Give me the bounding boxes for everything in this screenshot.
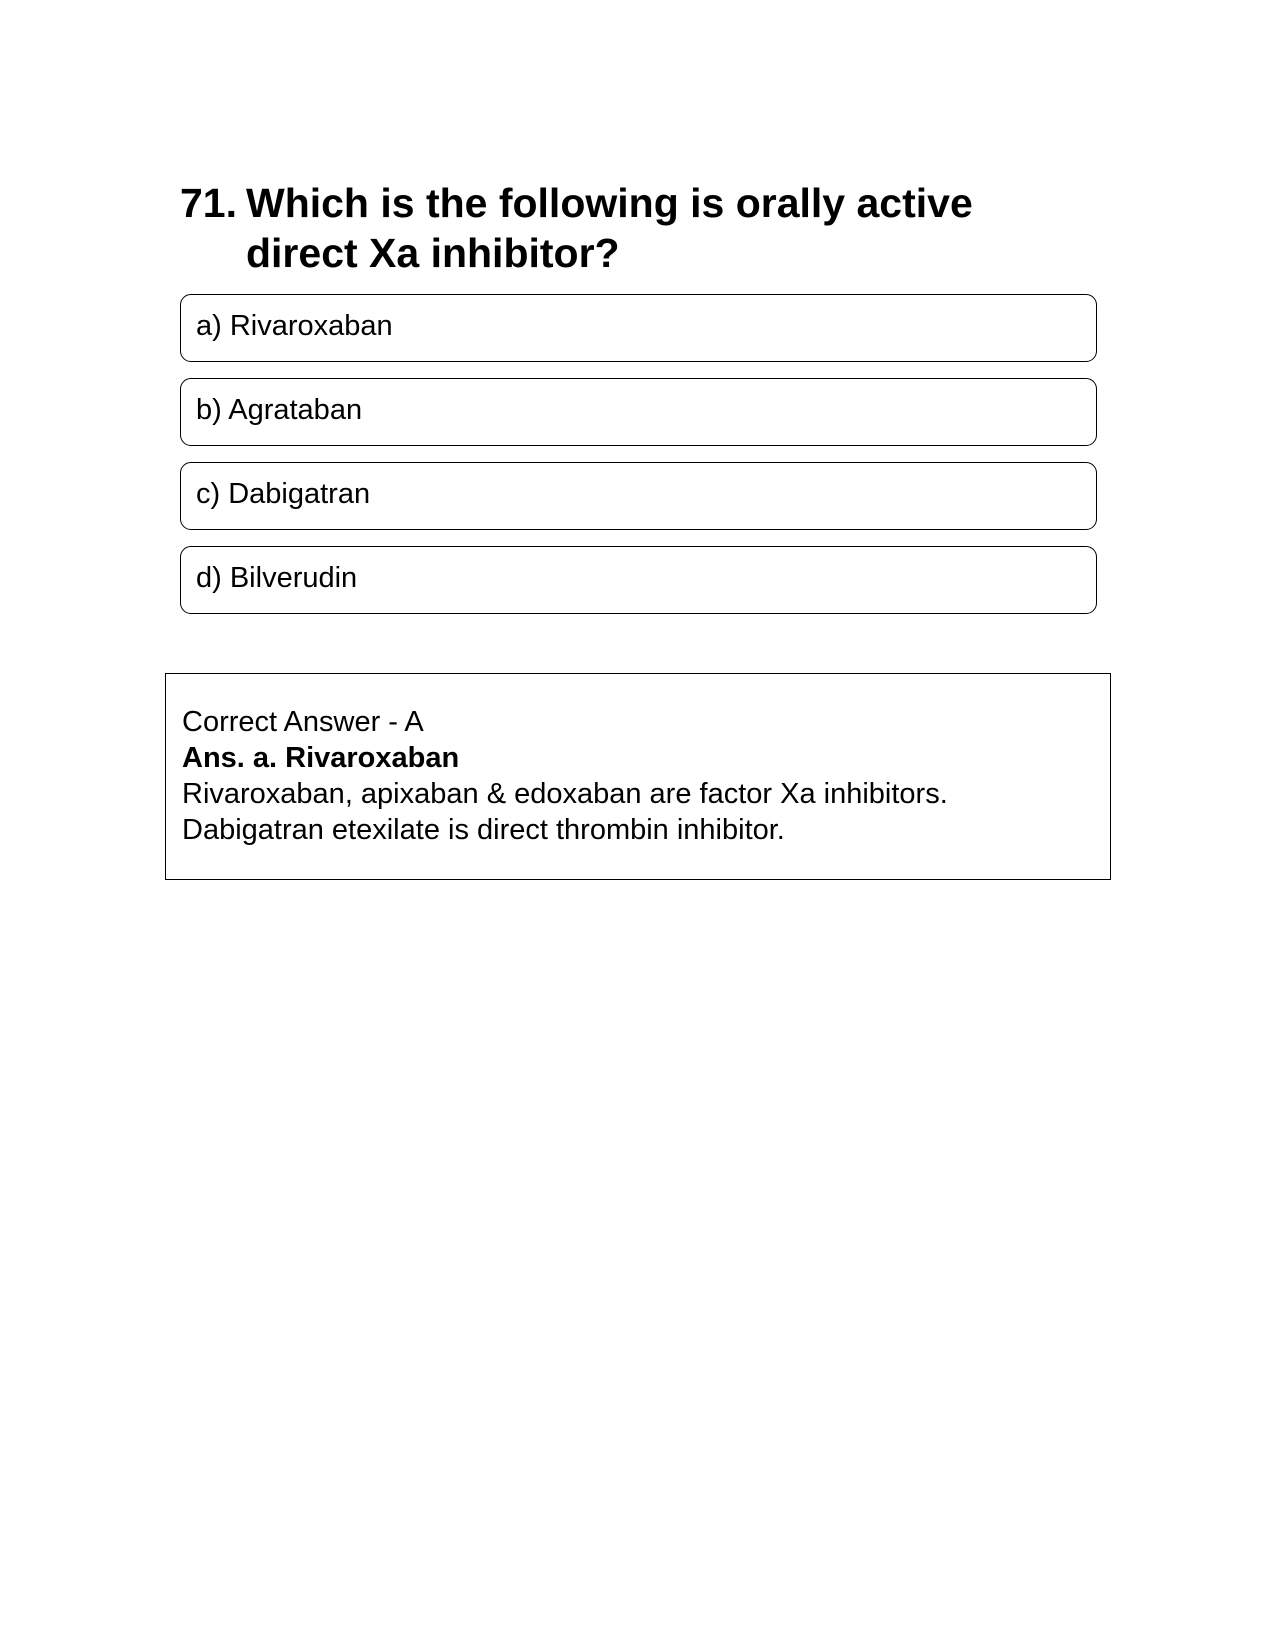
option-a[interactable] bbox=[180, 294, 1097, 362]
option-label: d) Bilverudin bbox=[196, 562, 358, 594]
question-number: 71. bbox=[180, 180, 237, 226]
answer-options bbox=[180, 294, 1097, 630]
answer-heading: Ans. a. Rivaroxaban bbox=[182, 742, 460, 774]
explanation-line: Rivaroxaban, apixaban & edoxaban are factor Xa inhibitors. bbox=[182, 778, 948, 810]
explanation-line: Dabigatran etexilate is direct thrombin inhibitor. bbox=[182, 814, 785, 846]
option-c[interactable] bbox=[180, 462, 1097, 530]
option-d[interactable] bbox=[180, 546, 1097, 614]
option-label: a) Rivaroxaban bbox=[196, 310, 393, 342]
question-heading bbox=[180, 178, 1080, 278]
answer-explanation-box bbox=[165, 673, 1111, 880]
correct-answer: Correct Answer - A bbox=[182, 706, 424, 738]
question-text: Which is the following is orally active direct Xa inhibitor? bbox=[246, 180, 973, 276]
option-b[interactable] bbox=[180, 378, 1097, 446]
option-label: c) Dabigatran bbox=[196, 478, 371, 510]
option-label: b) Agrataban bbox=[196, 394, 363, 426]
